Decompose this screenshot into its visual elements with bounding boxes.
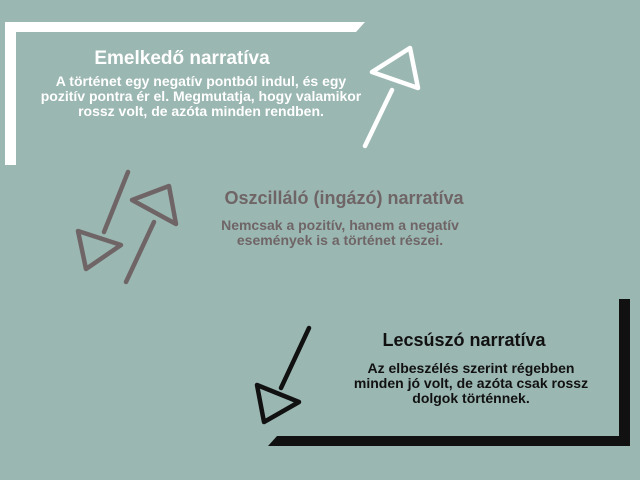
oscillating-narrative-title: Oszcilláló (ingázó) narratíva [224, 188, 464, 208]
arrow-up-right-icon [365, 48, 418, 146]
rising-narrative-title: Emelkedő narratíva [94, 48, 270, 69]
descending-narrative-title: Lecsúszó narratíva [382, 330, 546, 350]
arrows-up-down-icon [78, 172, 176, 282]
rising-narrative-description: A történet egy negatív pontból indul, és egy pozitív pontra ér el. Megmutatja, hogy valamikor rossz volt, de azóta minden rendben. [40, 73, 362, 119]
arrow-down-left-icon [257, 328, 309, 422]
oscillating-narrative-description: Nemcsak a pozitív, hanem a negatív események is a történet részei. [221, 217, 459, 248]
descending-narrative-description: Az elbeszélés szerint régebben minden jó volt, de azóta csak rossz dolgok történnek. [353, 360, 589, 406]
